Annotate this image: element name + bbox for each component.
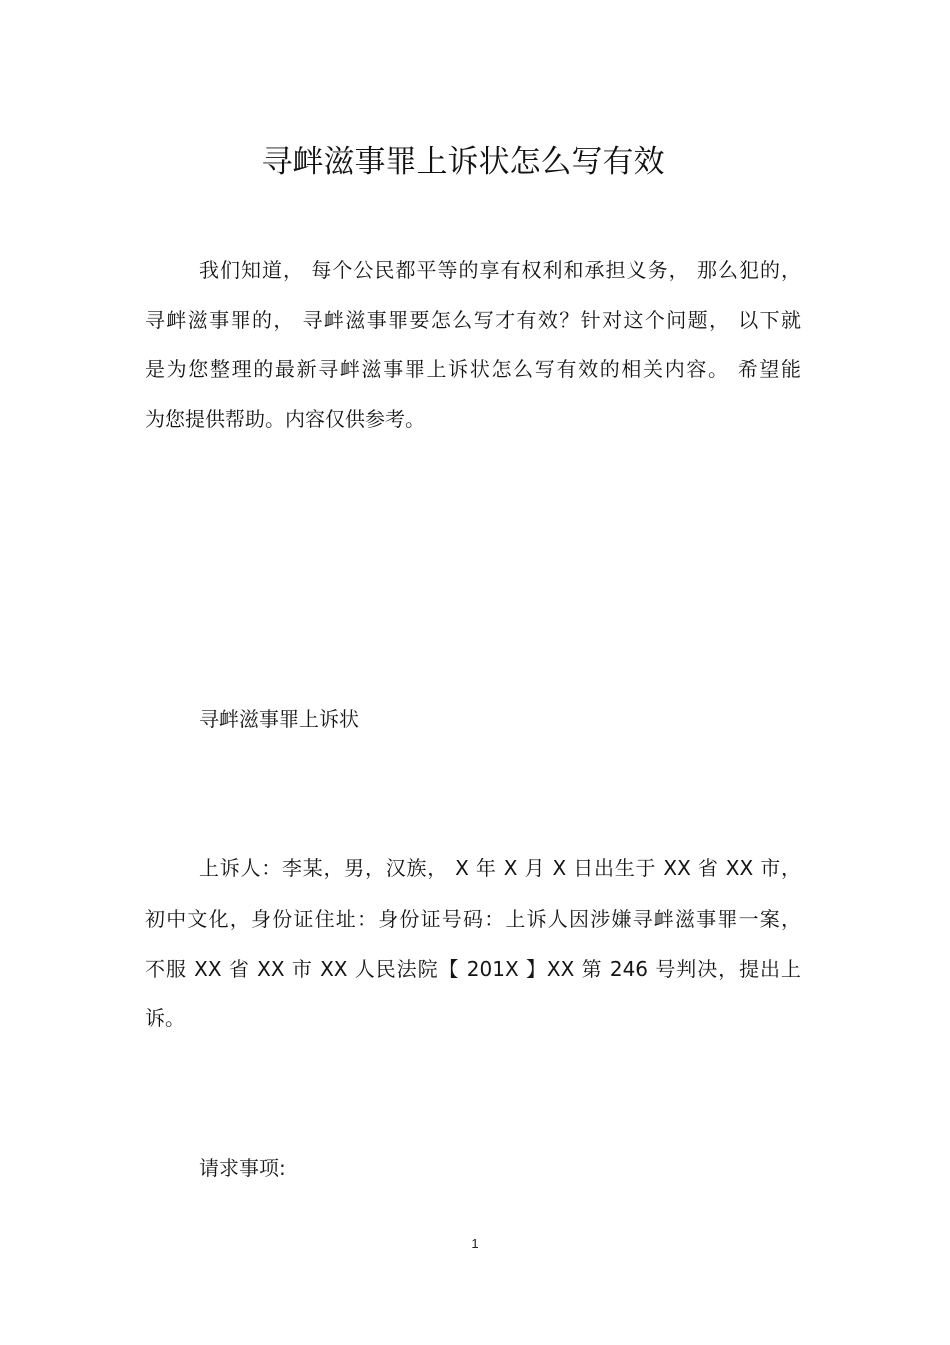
- intro-line-2: 寻衅滋事罪的， 寻衅滋事罪要怎么写才有效？针对这个问题， 以下就: [145, 308, 801, 332]
- appellant-line-2: 初中文化，身份证住址：身份证号码：上诉人因涉嫌寻衅滋事罪一案，: [145, 907, 801, 931]
- request-heading: 请求事项:: [199, 1156, 286, 1180]
- intro-line-3: 是为您整理的最新寻衅滋事罪上诉状怎么写有效的相关内容。 希望能: [145, 357, 801, 381]
- intro-line-4: 为您提供帮助。内容仅供参考。: [145, 407, 425, 431]
- intro-line-1: 我们知道， 每个公民都平等的享有权利和承担义务， 那么犯的，: [199, 258, 801, 282]
- document-title: 寻衅滋事罪上诉状怎么写有效: [261, 144, 665, 180]
- appellant-line-1: 上诉人：李某，男，汉族， X 年 X 月 X 日出生于 XX 省 XX 市，: [199, 856, 801, 880]
- appellant-line-4: 诉。: [145, 1006, 185, 1030]
- appellant-line-3: 不服 XX 省 XX 市 XX 人民法院【 201X 】XX 第 246 号判决，提出上: [145, 957, 801, 981]
- section-heading: 寻衅滋事罪上诉状: [199, 707, 359, 731]
- page-number: 1: [471, 1236, 479, 1251]
